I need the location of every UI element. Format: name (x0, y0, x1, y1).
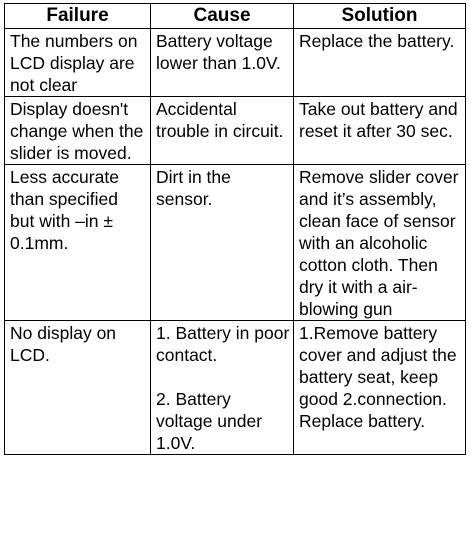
header-solution: Solution (294, 4, 466, 29)
header-failure: Failure (5, 4, 151, 29)
solution-text: Remove slider cover and it’s assembly, clean face of sensor with an alcoholic cotton cloth. Then dry it with a air-blowing gun (299, 167, 459, 319)
table-row (5, 321, 466, 455)
solution-text: 1.Remove battery cover and adjust the battery seat, keep good 2.connection. Replace battery. (299, 323, 457, 431)
cause-cell (151, 29, 294, 97)
failure-cell (5, 29, 151, 97)
failure-cell (5, 321, 151, 455)
cause-cell (151, 97, 294, 165)
cause-cell (151, 165, 294, 321)
table-header-row (5, 4, 466, 29)
failure-cell (5, 97, 151, 165)
cause-cell (151, 321, 294, 455)
cause-text: Dirt in the sensor. (156, 167, 231, 209)
solution-cell (294, 321, 466, 455)
failure-text: Less accurate than specified but with –in ± 0.1mm. (10, 167, 119, 253)
cause-text: Battery voltage lower than 1.0V. (156, 31, 281, 73)
failure-text: No display on LCD. (10, 323, 117, 365)
table-row (5, 97, 466, 165)
header-cause: Cause (151, 4, 294, 29)
solution-text: Take out battery and reset it after 30 sec. (299, 99, 458, 141)
troubleshooting-table (4, 3, 466, 455)
cause-text-1: 1. Battery in poor contact. (156, 323, 290, 365)
solution-cell (294, 29, 466, 97)
failure-text: Display doesn't change when the slider is moved. (10, 99, 144, 163)
solution-cell (294, 97, 466, 165)
solution-cell (294, 165, 466, 321)
failure-cell (5, 165, 151, 321)
failure-text: The numbers on LCD display are not clear (10, 31, 138, 95)
cause-text-2: 2. Battery voltage under 1.0V. (156, 389, 263, 453)
table-row (5, 29, 466, 97)
cause-text: Accidental trouble in circuit. (156, 99, 284, 141)
solution-text: Replace the battery. (299, 31, 455, 51)
table-row (5, 165, 466, 321)
